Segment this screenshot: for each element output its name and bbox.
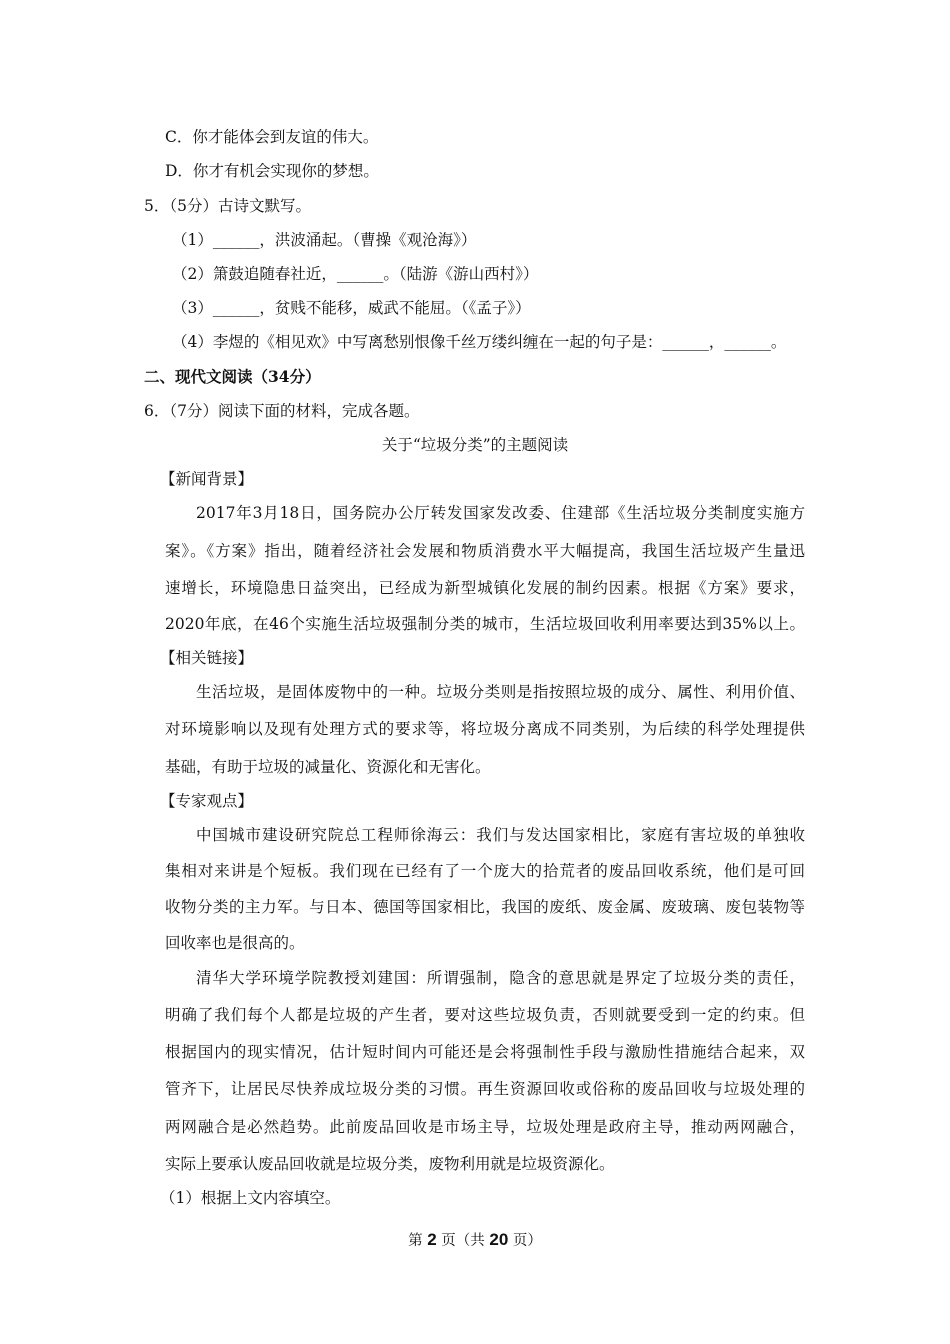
expert2-line-6: 实际上要承认废品回收就是垃圾分类，废物利用就是垃圾资源化。 bbox=[165, 1155, 615, 1173]
q5-item-1: （1）______，洪波涌起。（曹操《观沧海》） bbox=[172, 231, 477, 249]
q5-item-2: （2）箫鼓追随春社近，______。（陆游《游山西村》） bbox=[172, 265, 539, 283]
footer-middle: 页（共 bbox=[441, 1233, 485, 1249]
expert1-line-4: 回收率也是很高的。 bbox=[165, 934, 305, 952]
news-line-1: 2017年3月18日，国务院办公厅转发国家发改委、住建部《生活垃圾分类制度实施方 bbox=[196, 504, 805, 522]
news-line-4: 2020年底，在46个实施生活垃圾强制分类的城市，生活垃圾回收利用率要达到35%以上。 bbox=[165, 615, 805, 633]
footer-suffix: 页） bbox=[512, 1233, 542, 1249]
expert2-line-5: 两网融合是必然趋势。此前废品回收是市场主导，垃圾处理是政府主导，推动两网融合， bbox=[165, 1118, 805, 1136]
q5-item-4: （4）李煜的《相见欢》中写离愁别恨像千丝万缕纠缠在一起的句子是：______，______。 bbox=[172, 333, 787, 351]
q6-stem: 6．（7分）阅读下面的材料，完成各题。 bbox=[144, 402, 420, 420]
expert2-line-1: 清华大学环境学院教授刘建国：所谓强制，隐含的意思就是界定了垃圾分类的责任， bbox=[196, 969, 805, 987]
link-line-2: 对环境影响以及现有处理方式的要求等，将垃圾分离成不同类别，为后续的科学处理提供 bbox=[165, 720, 805, 738]
q6-sub1: （1）根据上文内容填空。 bbox=[160, 1189, 341, 1207]
link-line-1: 生活垃圾，是固体废物中的一种。垃圾分类则是指按照垃圾的成分、属性、利用价值、 bbox=[196, 683, 805, 701]
news-line-2: 案》。《方案》指出，随着经济社会发展和物质消费水平大幅提高，我国生活垃圾产生量迅 bbox=[165, 542, 805, 560]
news-label: 【新闻背景】 bbox=[160, 470, 254, 488]
news-line-3: 速增长，环境隐患日益突出，已经成为新型城镇化发展的制约因素。根据《方案》要求， bbox=[165, 579, 805, 597]
page-footer bbox=[0, 1229, 950, 1250]
expert1-line-2: 集相对来讲是个短板。我们现在已经有了一个庞大的拾荒者的废品回收系统，他们是可回 bbox=[165, 862, 805, 880]
expert2-line-2: 明确了我们每个人都是垃圾的产生者，要对这些垃圾负责，否则就要受到一定的约束。但 bbox=[165, 1006, 805, 1024]
q5-item-3: （3）______，贫贱不能移，威武不能屈。（《孟子》） bbox=[172, 299, 531, 317]
section-heading: 二、现代文阅读（34分） bbox=[144, 367, 321, 386]
expert2-line-4: 管齐下，让居民尽快养成垃圾分类的习惯。再生资源回收或俗称的废品回收与垃圾处理的 bbox=[165, 1080, 805, 1098]
link-label: 【相关链接】 bbox=[160, 649, 254, 667]
expert2-line-3: 根据国内的现实情况，估计短时间内可能还是会将强制性手段与激励性措施结合起来，双 bbox=[165, 1043, 805, 1061]
q4-option-c: C．你才能体会到友谊的伟大。 bbox=[165, 128, 379, 146]
expert-label: 【专家观点】 bbox=[160, 792, 254, 810]
expert1-line-3: 收物分类的主力军。与日本、德国等国家相比，我国的废纸、废金属、废玻璃、废包装物等 bbox=[165, 898, 805, 916]
link-line-3: 基础，有助于垃圾的减量化、资源化和无害化。 bbox=[165, 758, 491, 776]
footer-page-number: 2 bbox=[427, 1230, 437, 1249]
footer-prefix: 第 bbox=[408, 1233, 423, 1249]
q5-stem: 5．（5分）古诗文默写。 bbox=[144, 197, 311, 215]
expert1-line-1: 中国城市建设研究院总工程师徐海云：我们与发达国家相比，家庭有害垃圾的单独收 bbox=[196, 826, 805, 844]
footer-total-pages: 20 bbox=[489, 1230, 509, 1249]
q4-option-d: D．你才有机会实现你的梦想。 bbox=[165, 162, 379, 180]
reading-title: 关于“垃圾分类”的主题阅读 bbox=[381, 436, 569, 454]
